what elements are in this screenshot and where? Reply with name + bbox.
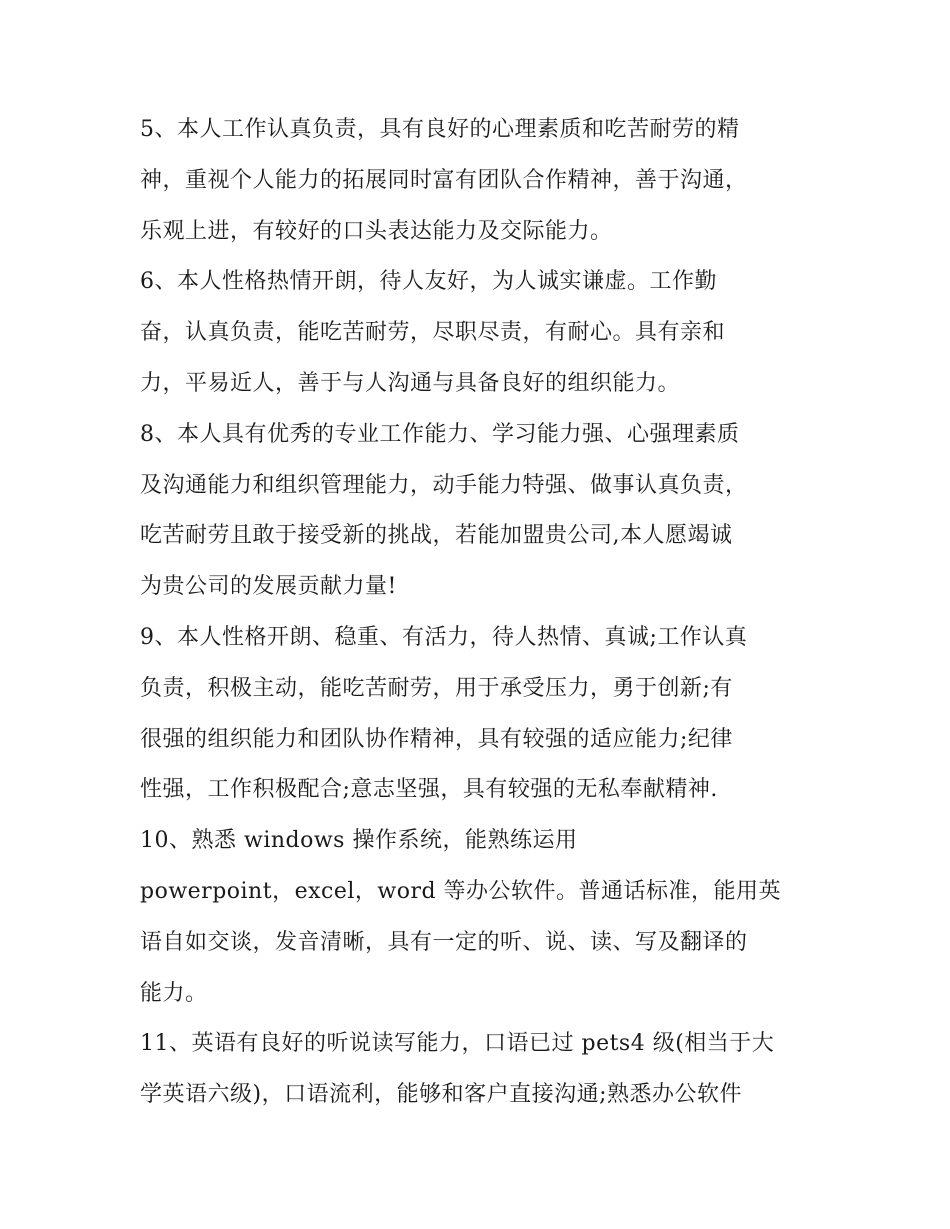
text-line: 吃苦耐劳且敢于接受新的挑战，若能加盟贵公司,本人愿竭诚 <box>140 523 733 549</box>
text-line: 能力。 <box>140 980 208 1006</box>
text-line: 神，重视个人能力的拓展同时富有团队合作精神，善于沟通， <box>140 167 748 193</box>
text-line: 为贵公司的发展贡献力量! <box>140 574 397 600</box>
text-line: 及沟通能力和组织管理能力，动手能力特强、做事认真负责， <box>140 472 748 498</box>
text-line: 很强的组织能力和团队协作精神，具有较强的适应能力;纪律 <box>140 726 733 752</box>
text-line: 8、本人具有优秀的专业工作能力、学习能力强、心强理素质 <box>140 421 740 447</box>
text-line: 性强，工作积极配合;意志坚强，具有较强的无私奉献精神. <box>140 777 718 803</box>
text-line: 10、熟悉 windows 操作系统，能熟练运用 <box>140 828 578 854</box>
text-line: 9、本人性格开朗、稳重、有活力，待人热情、真诚;工作认真 <box>140 624 748 650</box>
text-line: 负责，积极主动，能吃苦耐劳，用于承受压力，勇于创新;有 <box>140 675 733 701</box>
text-line: 11、英语有良好的听说读写能力，口语已过 pets4 级(相当于大 <box>140 1031 775 1057</box>
text-line: 力，平易近人，善于与人沟通与具备良好的组织能力。 <box>140 370 681 396</box>
document-body <box>140 105 820 1121</box>
text-line: 语自如交谈，发音清晰，具有一定的听、说、读、写及翻译的 <box>140 929 748 955</box>
text-line: 6、本人性格热情开朗，待人友好，为人诚实谦虚。工作勤 <box>140 269 717 295</box>
text-line: powerpoint，excel，word 等办公软件。普通话标准，能用英 <box>140 878 782 904</box>
text-line: 学英语六级)，口语流利，能够和客户直接沟通;熟悉办公软件 <box>140 1082 742 1108</box>
text-line: 奋，认真负责，能吃苦耐劳，尽职尽责，有耐心。具有亲和 <box>140 320 726 346</box>
text-line: 乐观上进，有较好的口头表达能力及交际能力。 <box>140 218 613 244</box>
text-line: 5、本人工作认真负责，具有良好的心理素质和吃苦耐劳的精 <box>140 117 740 142</box>
